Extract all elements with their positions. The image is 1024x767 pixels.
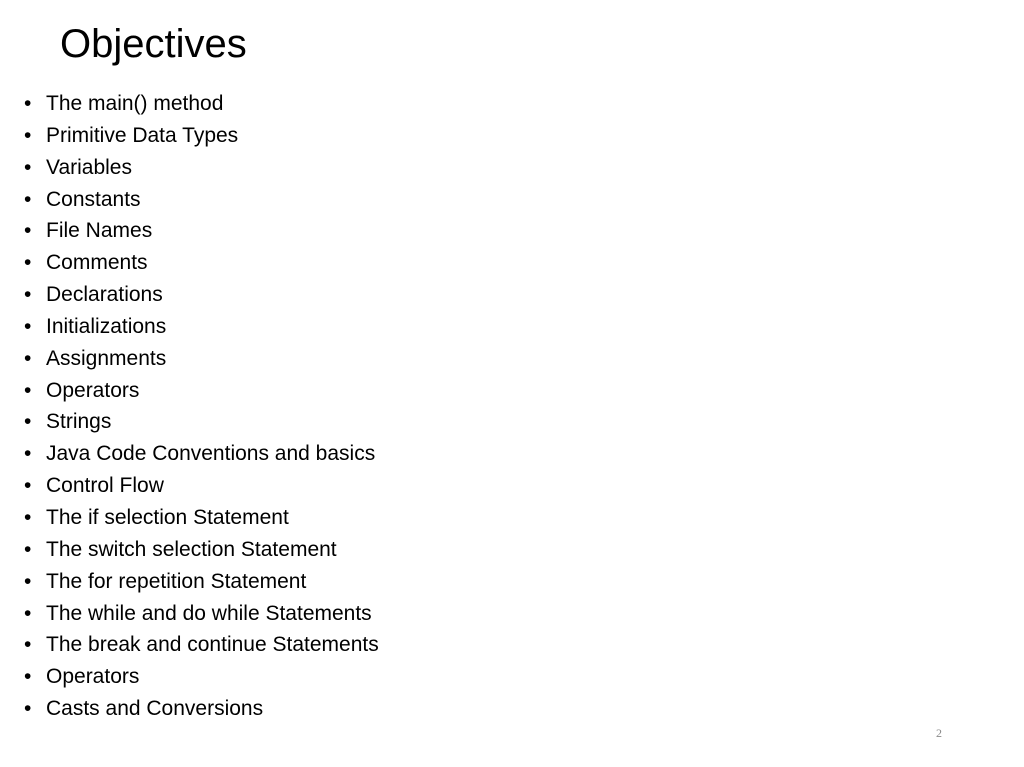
list-item	[24, 215, 379, 247]
list-item	[24, 534, 379, 566]
list-item-text: The main() method	[46, 92, 224, 115]
list-item	[24, 120, 379, 152]
list-item	[24, 566, 379, 598]
list-item	[24, 247, 379, 279]
list-item	[24, 343, 379, 375]
list-item-text: The if selection Statement	[46, 505, 289, 529]
bullet-icon: •	[24, 219, 32, 243]
list-item-text: Declarations	[46, 283, 163, 307]
bullet-icon: •	[24, 633, 32, 657]
bullet-icon: •	[24, 474, 32, 498]
slide-title: Objectives	[60, 22, 247, 66]
list-item-text: Initializations	[46, 314, 167, 338]
bullet-icon: •	[24, 346, 32, 370]
list-item-text: Primitive Data Types	[46, 123, 239, 147]
list-item	[24, 470, 379, 502]
bullet-icon: •	[24, 283, 32, 307]
bullet-icon: •	[24, 314, 32, 338]
list-item-text: The while and do while Statements	[46, 601, 372, 625]
bullet-icon: •	[24, 187, 32, 211]
list-item	[24, 661, 379, 693]
list-item	[24, 152, 379, 184]
list-item-text: Strings	[46, 410, 112, 434]
page-number: 2	[936, 726, 942, 740]
list-item-text: Operators	[46, 378, 140, 402]
bullet-icon: •	[24, 665, 32, 689]
bullet-icon: •	[24, 251, 32, 275]
bullet-icon: •	[24, 378, 32, 402]
list-item-text: Assignments	[46, 346, 167, 370]
list-item-text: The switch selection Statement	[46, 537, 337, 561]
bullet-icon: •	[24, 601, 32, 625]
list-item	[24, 598, 379, 630]
bullet-icon: •	[24, 155, 32, 179]
list-item	[24, 629, 379, 661]
bullet-icon: •	[24, 123, 32, 147]
list-item-text: File Names	[46, 219, 153, 243]
list-item-text: The break and continue Statements	[46, 633, 379, 657]
list-item	[24, 311, 379, 343]
list-item	[24, 88, 379, 120]
list-item-text: Operators	[46, 665, 140, 689]
list-item	[24, 438, 379, 470]
list-item	[24, 693, 379, 725]
bullet-icon: •	[24, 410, 32, 434]
list-item	[24, 502, 379, 534]
list-item	[24, 406, 379, 438]
list-item-text: Variables	[46, 155, 132, 179]
bullet-icon: •	[24, 92, 32, 115]
list-item-text: Control Flow	[46, 474, 164, 498]
objectives-list	[24, 88, 379, 725]
list-item-text: Comments	[46, 251, 148, 275]
list-item-text: Java Code Conventions and basics	[46, 442, 376, 466]
bullet-icon: •	[24, 442, 32, 466]
list-item-text: The for repetition Statement	[46, 569, 307, 593]
list-item-text: Constants	[46, 187, 141, 211]
bullet-icon: •	[24, 697, 32, 721]
list-item-text: Casts and Conversions	[46, 697, 264, 721]
list-item	[24, 184, 379, 216]
bullet-icon: •	[24, 505, 32, 529]
bullet-icon: •	[24, 569, 32, 593]
list-item	[24, 375, 379, 407]
list-item	[24, 279, 379, 311]
bullet-icon: •	[24, 537, 32, 561]
